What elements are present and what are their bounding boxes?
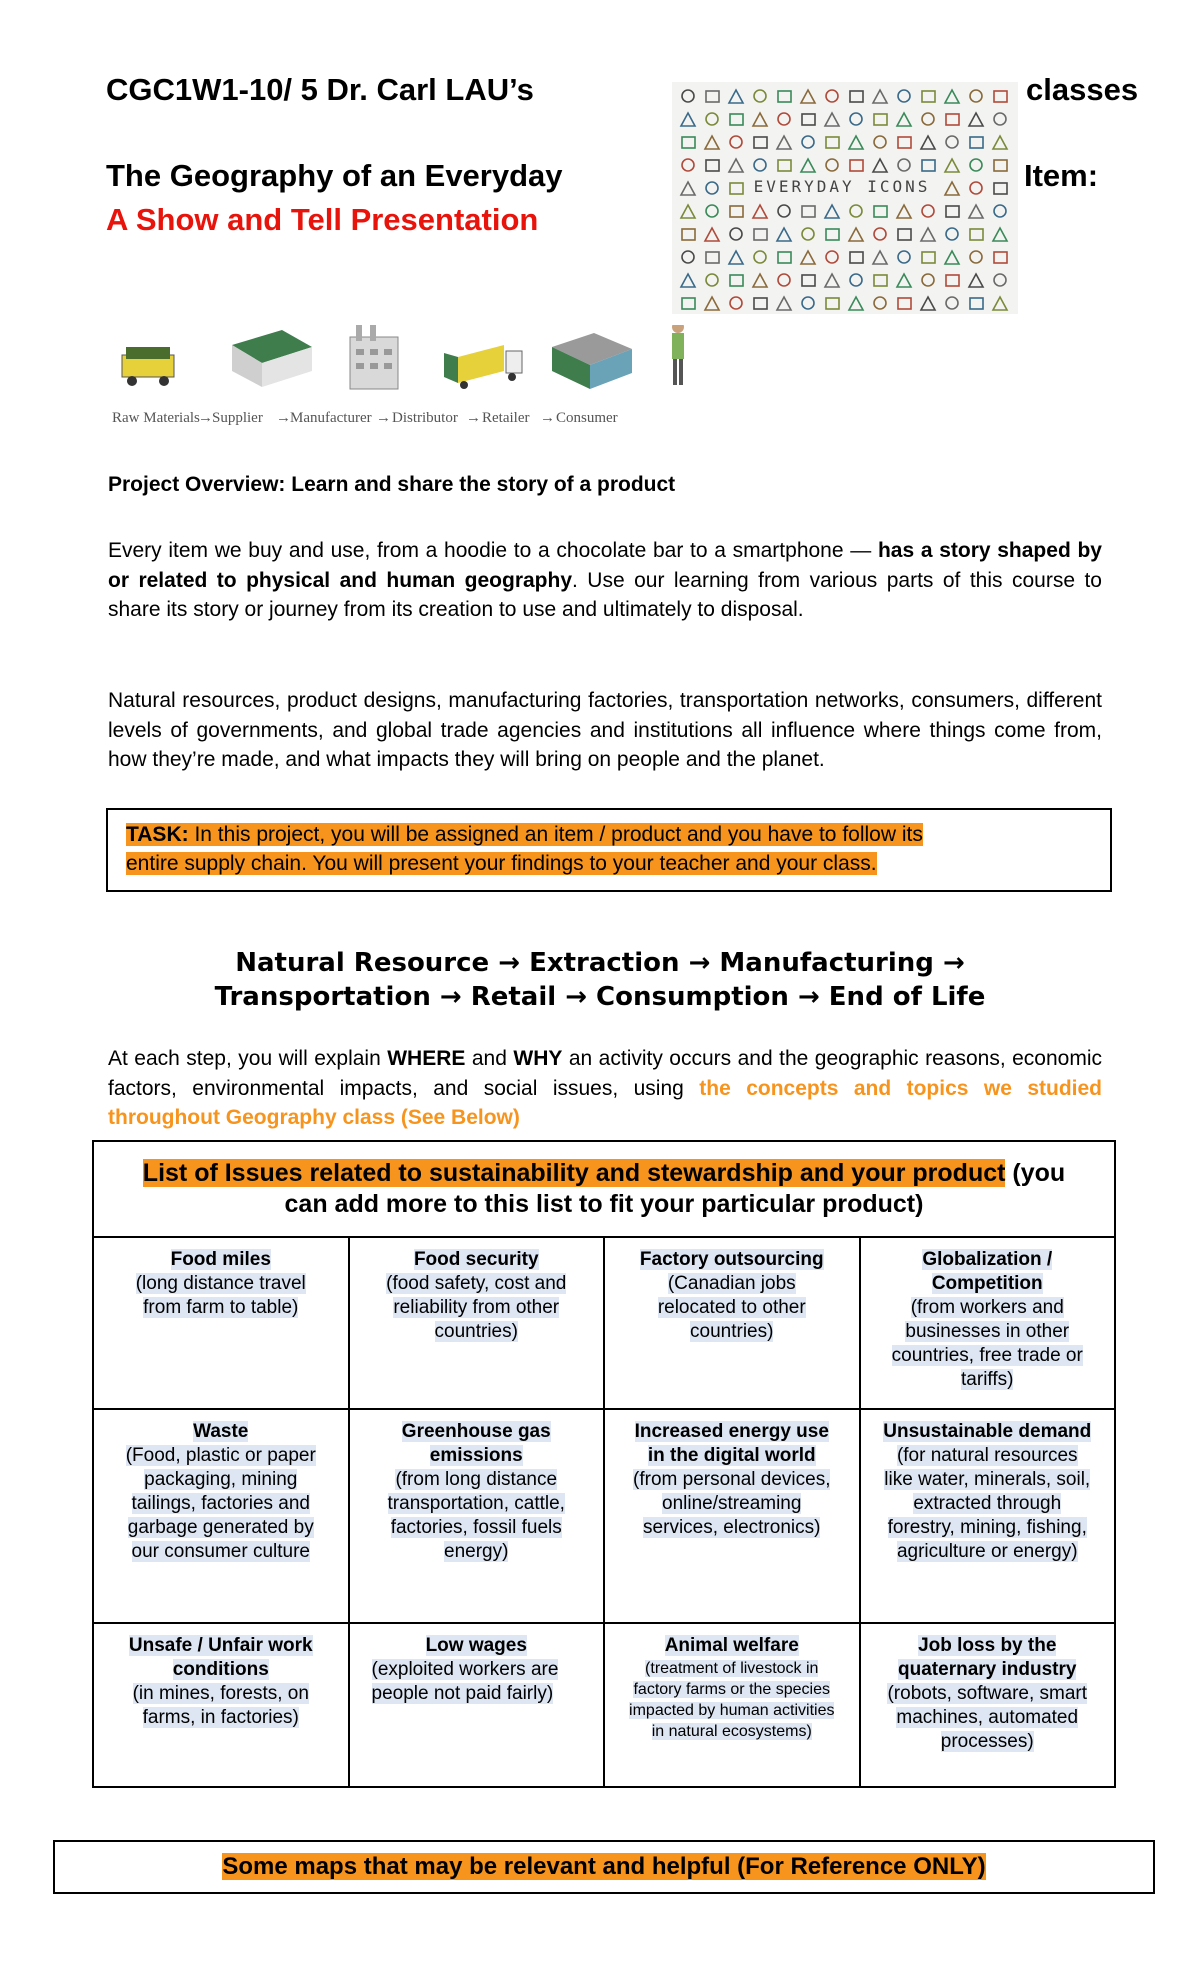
svg-text:→: → [376,410,391,426]
everyday-item-icon [826,159,838,171]
everyday-item-icon [729,251,743,264]
everyday-item-icon [682,229,695,240]
everyday-item-icon [802,206,815,217]
everyday-item-icon [801,159,815,172]
everyday-item-icon [730,275,743,286]
everyday-item-icon [850,160,863,171]
everyday-item-icon [994,160,1007,171]
everyday-item-icon [970,251,982,263]
everyday-item-icon [754,251,766,263]
everyday-item-icon [994,274,1006,286]
everyday-item-icon [730,136,742,148]
issues-table [92,1140,1116,1788]
everyday-item-icon [826,229,839,240]
everyday-item-icon [706,182,718,194]
everyday-item-icon [898,137,911,148]
task-label: TASK: [126,823,189,846]
flow-line-1: Natural Resource → Extraction → Manufacturing → [235,948,965,978]
everyday-item-icon [897,274,911,287]
svg-text:→: → [466,410,481,426]
issue-cell: Job loss by the quaternary industry (robots, software, smart machines, automated processes) [860,1623,1116,1787]
everyday-icons-image [672,82,1018,314]
everyday-item-icon [801,90,815,103]
everyday-item-icon [850,252,863,263]
everyday-item-icon [705,297,719,310]
everyday-item-icon [802,136,814,148]
issue-cell: Unsafe / Unfair work conditions (in mines, forests, on farms, in factories) [93,1623,349,1787]
task-box [106,808,1112,892]
everyday-item-icon [873,159,887,172]
maps-reference-label: Some maps that may be relevant and helpful (For Reference ONLY) [222,1853,986,1880]
everyday-item-icon [706,160,719,171]
everyday-item-icon [994,205,1006,217]
everyday-item-icon [874,136,886,148]
table-row [93,1409,1115,1623]
everyday-item-icon [682,137,695,148]
everyday-item-icon [946,297,958,309]
everyday-item-icon [778,160,791,171]
everyday-item-icon [730,206,743,217]
stage-distributor: Distributor [392,410,458,426]
page-title: The Geography of an Everyday [106,158,563,193]
everyday-item-icon [778,274,790,286]
everyday-item-icon [945,159,959,172]
overview-heading: Project Overview: Learn and share the story of a product [108,473,676,496]
everyday-icons-caption: EVERYDAY ICONS [753,177,931,196]
everyday-item-icon [897,205,911,218]
page-title-end: Item: [1024,158,1099,193]
everyday-item-icon [921,136,935,149]
everyday-item-icon [729,159,743,172]
everyday-item-icon [898,90,910,102]
everyday-item-icon [850,205,862,217]
everyday-item-icon [682,251,694,263]
everyday-item-icon [946,114,959,125]
everyday-item-icon [922,252,935,263]
everyday-item-icon [922,113,934,125]
issue-cell: Waste (Food, plastic or paper packaging, mining tailings, factories and garbage generated by our consumer culture [93,1409,349,1623]
everyday-item-icon [730,183,743,194]
everyday-item-icon [898,229,911,240]
everyday-item-icon [706,205,718,217]
everyday-item-icon [826,298,839,309]
stage-manufacturer: Manufacturer [290,410,372,426]
everyday-item-icon [970,137,983,148]
everyday-item-icon [825,274,839,287]
everyday-item-icon [946,136,958,148]
everyday-item-icon [778,252,791,263]
everyday-item-icon [682,159,694,171]
everyday-item-icon [681,274,695,287]
steps-paragraph: At each step, you will explain WHERE and WHY an activity occurs and the geographic reasons, economic factors, environmental impacts, and social issues, using the concepts and topics we studied throughout Geography class (See Below) [108,1047,1103,1129]
everyday-item-icon [946,206,959,217]
everyday-item-icon [778,113,790,125]
everyday-item-icon [706,113,718,125]
course-title: CGC1W1-10/ 5 Dr. Carl LAU’s [106,72,534,107]
everyday-item-icon [970,229,983,240]
everyday-item-icon [898,159,910,171]
everyday-item-icon [897,113,911,126]
everyday-item-icon [802,297,814,309]
svg-text:→: → [540,410,555,426]
everyday-item-icon [681,205,695,218]
everyday-item-icon [945,182,959,195]
everyday-item-icon [754,298,767,309]
everyday-item-icon [777,228,791,241]
everyday-item-icon [946,275,959,286]
everyday-item-icon [754,137,767,148]
classes-word: classes [1026,72,1139,107]
stage-retailer: Retailer [482,410,530,426]
task-line-1: TASK: In this project, you will be assigned an item / product and you have to follow its [126,823,923,846]
everyday-item-icon [994,252,1007,263]
everyday-item-icon [682,298,695,309]
everyday-item-icon [921,297,935,310]
everyday-item-icon [994,183,1007,194]
everyday-item-icon [874,114,887,125]
everyday-item-icon [705,136,719,149]
flow-line-2: Transportation → Retail → Consumption → End of Life [214,982,986,1012]
everyday-item-icon [994,91,1007,102]
everyday-item-icon [778,205,790,217]
everyday-item-icon [970,159,982,171]
issue-cell: Factory outsourcing (Canadian jobs relocated to other countries) [604,1237,860,1409]
everyday-item-icon [802,228,814,240]
everyday-item-icon [754,159,766,171]
everyday-item-icon [922,274,934,286]
everyday-item-icon [706,274,718,286]
everyday-item-icon [993,297,1007,310]
everyday-item-icon [682,90,694,102]
everyday-item-icon [945,90,959,103]
svg-text:→: → [198,410,213,426]
everyday-item-icon [777,297,791,310]
issue-cell: Low wages (exploited workers are people not paid fairly) [349,1623,605,1787]
page-subtitle: A Show and Tell Presentation [106,202,539,237]
everyday-item-icon [873,251,887,264]
task-line-2a: entire [126,852,185,875]
everyday-item-icon [970,298,983,309]
everyday-item-icon [706,91,719,102]
everyday-item-icon [681,182,695,195]
everyday-item-icon [753,113,767,126]
everyday-item-icon [874,228,886,240]
everyday-item-icon [730,114,743,125]
manufacturer-factory-icon [350,325,398,389]
everyday-item-icon [994,113,1006,125]
everyday-item-icon [778,91,791,102]
everyday-item-icon [993,136,1007,149]
everyday-item-icon [754,90,766,102]
everyday-item-icon [850,113,862,125]
everyday-item-icon [874,297,886,309]
everyday-item-icon [969,274,983,287]
consumer-person-icon [672,325,684,385]
everyday-item-icon [730,228,742,240]
everyday-item-icon [825,113,839,126]
everyday-item-icon [970,90,982,102]
issue-cell: Globalization / Competition (from workers and businesses in other countries, free trade or tariffs) [860,1237,1116,1409]
everyday-item-icon [969,205,983,218]
everyday-item-icon [898,251,910,263]
everyday-item-icon [729,90,743,103]
everyday-item-icon [922,205,934,217]
svg-text:→: → [276,410,291,426]
distributor-truck-icon [444,345,522,389]
everyday-item-icon [802,275,815,286]
everyday-item-icon [681,113,695,126]
everyday-item-icon [754,229,767,240]
issue-cell: Food security (food safety, cost and reliability from other countries) [349,1237,605,1409]
table-row [93,1623,1115,1787]
everyday-item-icon [874,275,887,286]
supply-chain-figure [112,325,752,445]
stage-consumer: Consumer [556,410,618,426]
everyday-item-icon [921,228,935,241]
everyday-item-icon [970,182,982,194]
issue-cell: Unsustainable demand (for natural resources like water, minerals, soil, extracted through forestry, mining, fishing, agriculture or energy) [860,1409,1116,1623]
everyday-item-icon [802,114,815,125]
everyday-item-icon [753,205,767,218]
everyday-item-icon [777,136,791,149]
everyday-item-icon [753,274,767,287]
issues-table-header: List of Issues related to sustainability and stewardship and your product (you can add more to this list to fit your particular product) [93,1141,1115,1237]
task-line-2b: supply chain. You will present your findings to your teacher and your class. [184,852,877,875]
issue-cell: Increased energy use in the digital world (from personal devices, online/streaming services, electronics) [604,1409,860,1623]
everyday-item-icon [874,206,887,217]
issue-cell: Greenhouse gas emissions (from long distance transportation, cattle, factories, fossil fuels energy) [349,1409,605,1623]
everyday-item-icon [922,91,935,102]
everyday-item-icon [945,251,959,264]
everyday-item-icon [969,113,983,126]
everyday-item-icon [898,298,911,309]
everyday-item-icon [826,251,838,263]
issue-cell: Animal welfare (treatment of livestock in factory farms or the species impacted by human activities in natural ecosystems) [604,1623,860,1787]
everyday-item-icon [849,228,863,241]
everyday-item-icon [705,228,719,241]
everyday-item-icon [826,137,839,148]
everyday-item-icon [993,228,1007,241]
everyday-item-icon [706,252,719,263]
everyday-item-icon [946,228,958,240]
everyday-item-icon [730,297,742,309]
maps-reference-box [53,1840,1155,1894]
table-row [93,1237,1115,1409]
overview-paragraph-2: Natural resources, product designs, manufacturing factories, transportation networks, consumers, different levels of governments, and global trade agencies and institutions all influence where things come from, how they’re made, and what impacts they will bring on people and the planet. [108,689,1102,771]
supplier-warehouse-icon [232,330,312,387]
everyday-item-icon [922,160,935,171]
raw-materials-icon [122,347,174,386]
everyday-item-icon [849,297,863,310]
stage-supplier: Supplier [212,410,263,426]
everyday-item-icon [873,90,887,103]
everyday-item-icon [825,205,839,218]
issue-cell: Food miles (long distance travel from farm to table) [93,1237,349,1409]
everyday-item-icon [826,90,838,102]
everyday-item-icon [850,91,863,102]
everyday-item-icon [801,251,815,264]
everyday-item-icon [849,136,863,149]
stage-raw-materials: Raw Materials [112,410,200,426]
everyday-item-icon [850,274,862,286]
retailer-store-icon [552,333,632,389]
overview-paragraph-1: Every item we buy and use, from a hoodie to a chocolate bar to a smartphone — has a story shaped by or related to physical and human geography. Use our learning from various parts of this course to share its story or journey from its creation to use and ultimately to disposal. [108,539,1102,621]
